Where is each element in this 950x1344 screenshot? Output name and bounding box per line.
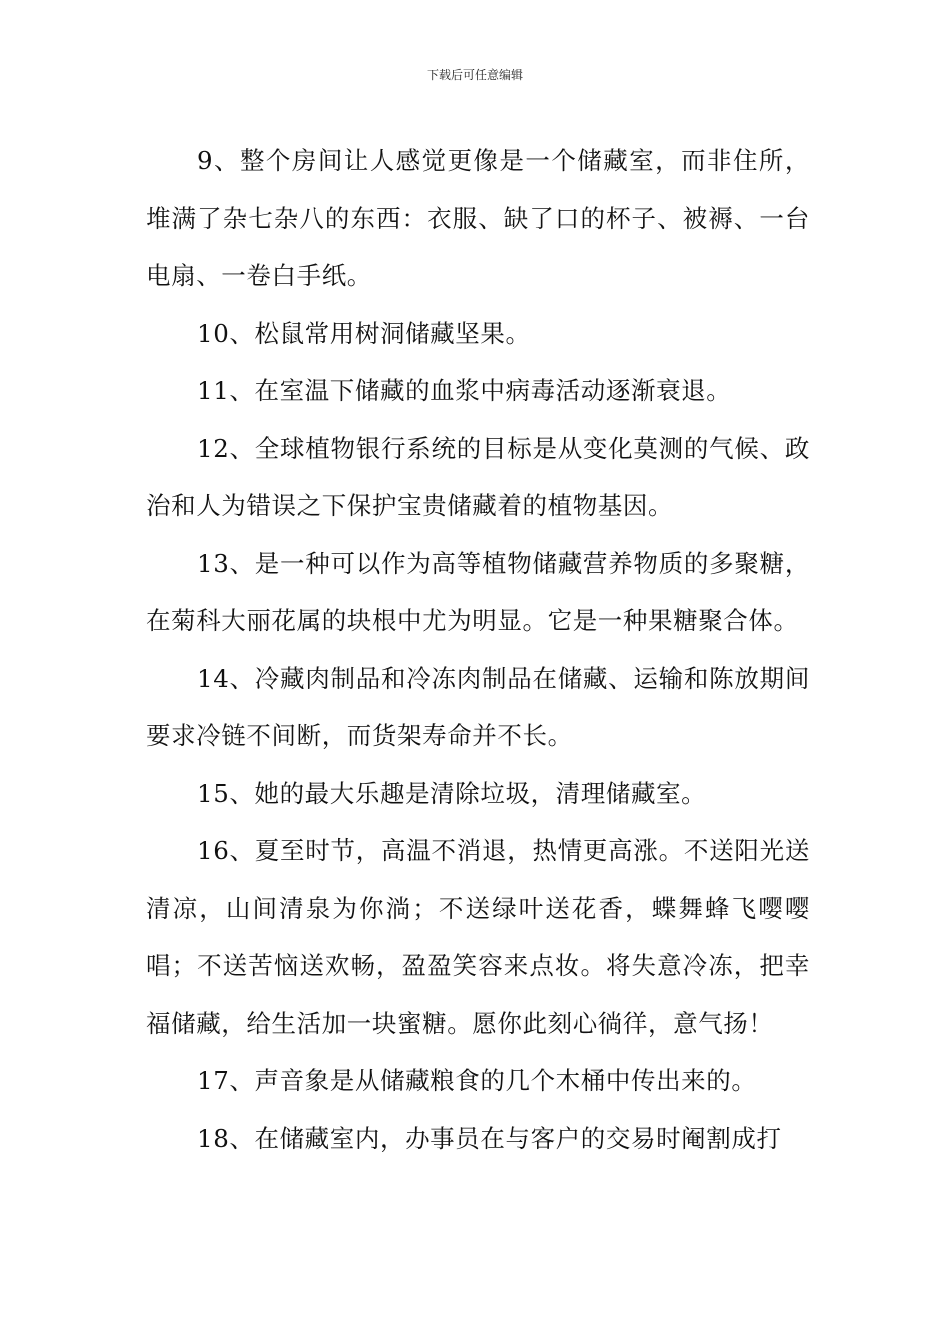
paragraph-18: 18、在储藏室内，办事员在与客户的交易时阉割成打 <box>197 1123 782 1153</box>
paragraph-13: 13、是一种可以作为高等植物储藏营养物质的多聚糖，在菊科大丽花属的块根中尤为明显。它是一种果糖聚合体。 <box>146 548 810 635</box>
paragraph-17: 17、声音象是从储藏粮食的几个木桶中传出来的。 <box>197 1066 757 1095</box>
header-note: 下载后可任意编辑 <box>426 68 523 82</box>
paragraph-14: 14、冷藏肉制品和冷冻肉制品在储藏、运输和陈放期间要求冷链不间断，而货架寿命并不长。 <box>146 663 810 750</box>
paragraph-11: 11、在室温下储藏的血浆中病毒活动逐渐衰退。 <box>197 376 732 405</box>
paragraph-9: 9、整个房间让人感觉更像是一个储藏室，而非住所，堆满了杂七杂八的东西：衣服、缺了口的杯子、被褥、一台电扇、一卷白手纸。 <box>146 146 810 290</box>
document-body <box>146 132 810 1167</box>
paragraph-12: 12、全球植物银行系统的目标是从变化莫测的气候、政治和人为错误之下保护宝贵储藏着的植物基因。 <box>146 433 810 520</box>
paragraph-15: 15、她的最大乐趣是清除垃圾，清理储藏室。 <box>197 778 707 808</box>
paragraph-10: 10、松鼠常用树洞储藏坚果。 <box>197 318 531 348</box>
paragraph-16: 16、夏至时节，高温不消退，热情更高涨。不送阳光送清凉，山间清泉为你淌；不送绿叶送花香，蝶舞蜂飞嘤嘤唱；不送苦恼送欢畅，盈盈笑容来点妆。将失意冷冻，把幸福储藏，给生活加一块蜜糖。愿你此刻心徜徉，意气扬！ <box>146 836 810 1038</box>
